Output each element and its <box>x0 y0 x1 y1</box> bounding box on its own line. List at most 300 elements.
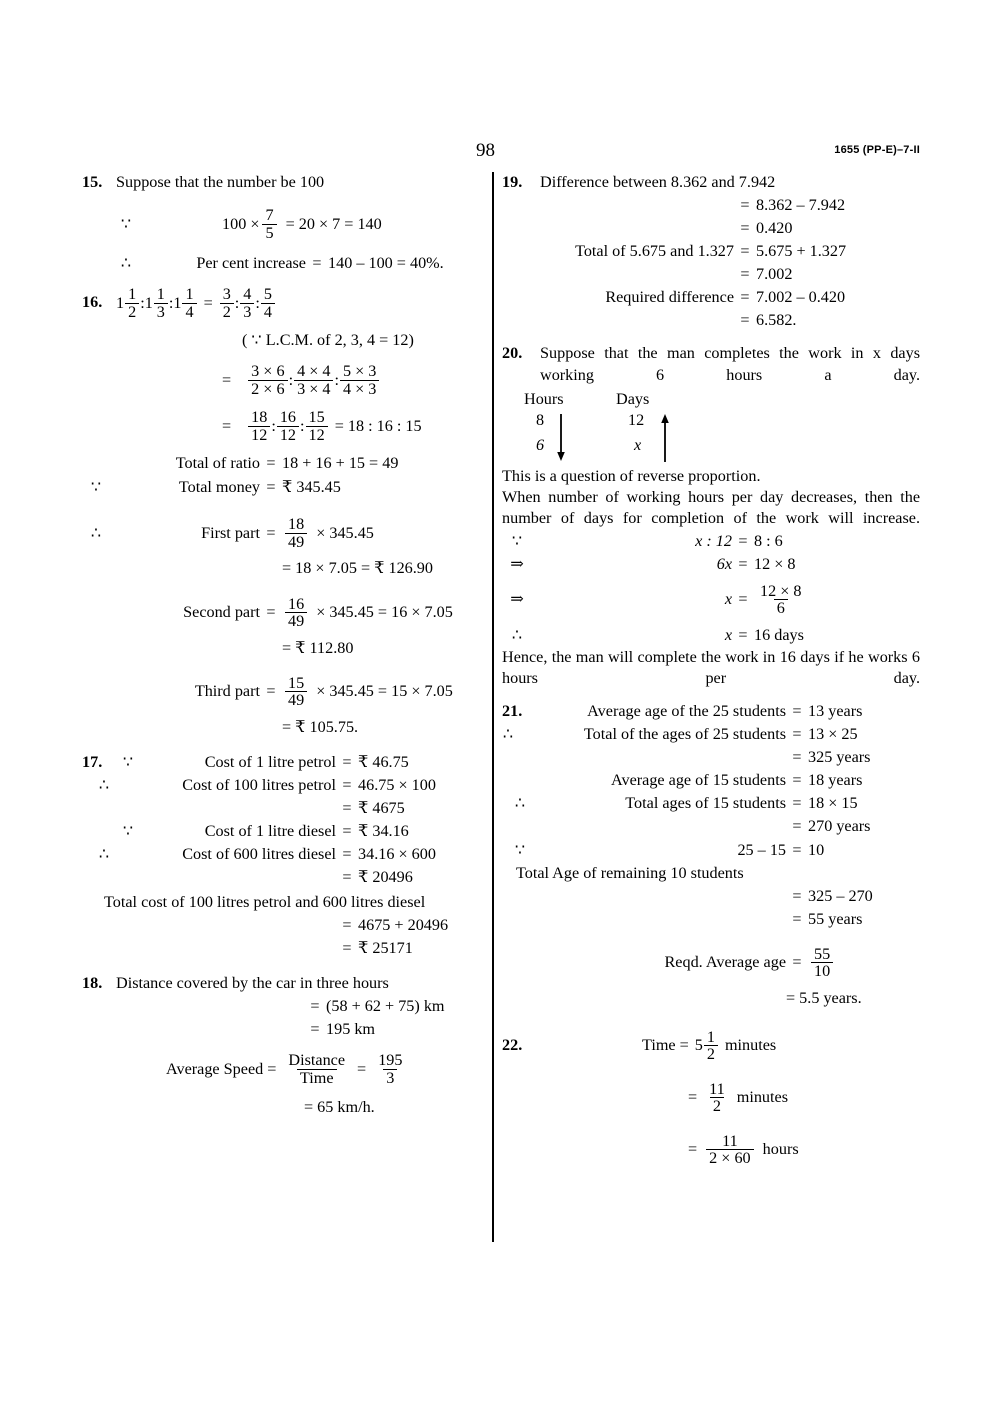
mixed-number-1 <box>116 286 140 320</box>
fraction-12x8-6 <box>757 583 805 617</box>
fraction-numerator: 7 <box>265 206 274 225</box>
q16-first-part-row <box>82 516 482 550</box>
q20-note2: When number of working hours per day decreases, then the number of days for completion of the work will increase. <box>502 487 920 527</box>
fraction-numerator: 18 <box>251 408 268 427</box>
fraction-15-12 <box>306 409 328 443</box>
therefore-icon: ∴ <box>502 725 514 744</box>
q18-value: 195 km <box>326 1020 376 1039</box>
q17-row <box>82 752 482 773</box>
hours-days-header <box>524 389 920 410</box>
q17-value: ₹ 46.75 <box>358 752 409 771</box>
fraction-195-3 <box>375 1052 405 1086</box>
hours-header: Hours <box>524 389 564 408</box>
q20-frac-row <box>502 583 920 617</box>
q20-statement: Suppose that the man completes the work in x days working 6 hours a day. <box>540 344 920 384</box>
q17-row <box>82 775 482 796</box>
fraction-11-2 <box>706 1081 728 1115</box>
fraction-4x4-3x4 <box>294 363 333 397</box>
first-part-label: First part <box>201 523 260 542</box>
ratio-sep-3: : <box>234 293 240 312</box>
fraction-denominator: 3 <box>154 303 168 321</box>
fraction <box>704 1029 718 1063</box>
solution-18 <box>82 973 482 1117</box>
q16-line3 <box>116 409 482 443</box>
q17-total-value: 4675 + 20496 <box>358 916 449 935</box>
solution-17 <box>82 752 482 960</box>
equals-sign: = <box>342 798 352 817</box>
equals-sign: = <box>266 523 276 542</box>
q18-statement: Distance covered by the car in three hours <box>116 974 389 993</box>
q16-third-part-result-row <box>82 717 482 738</box>
q22-line3-unit: hours <box>762 1140 799 1159</box>
because-icon: ∵ <box>511 531 523 550</box>
equals-sign: = <box>342 775 352 794</box>
q18-result-row <box>82 1097 482 1118</box>
q21-row <box>502 701 920 722</box>
q16-second-part-row <box>82 596 482 630</box>
fraction-11-2x60 <box>706 1133 754 1167</box>
solution-15 <box>82 172 482 274</box>
page-number: 98 <box>476 140 495 161</box>
q20-lhs: x : 12 <box>695 531 732 550</box>
q16-lcm-note-row <box>116 330 482 351</box>
time-unit: minutes <box>724 1036 777 1055</box>
fraction-denominator: 2 <box>710 1097 724 1115</box>
q21-value: 13 × 25 <box>808 725 858 744</box>
fraction-denominator: 12 <box>277 426 299 444</box>
hours-days-rows <box>524 410 734 466</box>
equals-sign: = <box>792 909 802 928</box>
fraction-5-4 <box>261 286 275 320</box>
hours-row2-value: 6 <box>536 435 545 454</box>
q21-reqd-result-row <box>502 988 920 1009</box>
fraction-denominator: 49 <box>285 691 307 709</box>
q17-total-line-row <box>82 892 482 913</box>
third-part-result: = ₹ 105.75. <box>282 717 359 736</box>
fraction-numerator: 11 <box>709 1079 725 1098</box>
fraction-numerator: 15 <box>308 408 325 427</box>
fraction-18-49 <box>285 516 307 550</box>
fraction-denominator: 49 <box>285 612 307 630</box>
q21-value: 325 years <box>808 748 871 767</box>
fraction-numerator: 5 <box>263 285 272 304</box>
q21-remaining-row <box>502 886 920 907</box>
equals-sign: = <box>342 916 352 935</box>
q20-value: 12 × 8 <box>754 554 796 573</box>
q16-first-part-result-row <box>82 558 482 579</box>
q20-final-value: 16 days <box>754 625 804 644</box>
equals-sign: = <box>792 886 802 905</box>
solution-20 <box>502 343 920 689</box>
fraction-denominator: 4 <box>261 303 275 321</box>
q22-line1 <box>502 1029 920 1063</box>
fraction-denominator: 2 <box>220 303 234 321</box>
q17-total-row <box>82 915 482 936</box>
item-number-21: 21. <box>502 702 523 721</box>
equals-sign: = <box>266 682 276 701</box>
equals-sign: = <box>738 531 748 550</box>
q21-row <box>502 747 920 768</box>
fraction-denominator: 2 <box>704 1045 718 1063</box>
equals-sign: = <box>342 821 352 840</box>
q18-value: (58 + 62 + 75) km <box>326 997 445 1016</box>
fraction-denominator: 49 <box>285 533 307 551</box>
q17-value: ₹ 34.16 <box>358 821 409 840</box>
q19-value: 7.002 <box>756 265 793 284</box>
fraction-numerator: 1 <box>128 285 137 304</box>
q20-row <box>502 531 920 552</box>
second-part-value: × 345.45 = 16 × 7.05 <box>316 603 453 622</box>
total-money-value: ₹ 345.45 <box>282 478 341 497</box>
q17-total-value: ₹ 25171 <box>358 939 413 958</box>
q16-ratio-line <box>116 286 482 320</box>
q19-label: Total of 5.675 and 1.327 <box>575 242 734 261</box>
equals-sign: = <box>738 554 748 573</box>
equals-sign: = <box>342 752 352 771</box>
therefore-icon: ∴ <box>98 775 110 794</box>
q19-row <box>502 241 920 262</box>
because-icon: ∵ <box>514 840 526 859</box>
q17-value: 34.16 × 600 <box>358 844 436 863</box>
equals-sign: = <box>688 1140 698 1159</box>
q21-label: 25 – 15 <box>737 840 786 859</box>
mixed-whole: 1 <box>144 293 153 312</box>
fraction-3x6-2x6 <box>248 363 287 397</box>
therefore-icon: ∴ <box>98 844 110 863</box>
item-number-15: 15. <box>82 173 103 191</box>
fraction-3-2 <box>220 286 234 320</box>
q21-row <box>502 770 920 791</box>
fraction-denominator: 12 <box>306 426 328 444</box>
q15-line2-label: Per cent increase <box>196 254 306 273</box>
q19-value: 0.420 <box>756 219 793 238</box>
page-header <box>0 140 992 164</box>
q16-second-part-result-row <box>82 638 482 659</box>
q19-row <box>502 287 920 308</box>
solution-19 <box>502 172 920 331</box>
fraction-18-12 <box>248 409 270 443</box>
fraction-denominator: Time <box>297 1069 337 1087</box>
fraction-denominator: 3 <box>240 303 254 321</box>
fraction-denominator: 6 <box>774 599 788 617</box>
q17-row <box>82 867 482 888</box>
q16-line2-equals: = <box>222 370 232 389</box>
item-number-16: 16. <box>82 293 103 312</box>
item-number-19: 19. <box>502 173 523 191</box>
mixed-number-2 <box>145 286 169 320</box>
left-column <box>82 172 482 1118</box>
total-ratio-label: Total of ratio <box>175 454 260 473</box>
fraction-numerator: 4 <box>243 285 252 304</box>
therefore-icon: ∴ <box>90 523 102 542</box>
q20-note1: This is a question of reverse proportion. <box>502 466 761 485</box>
q15-statement-row <box>116 172 482 193</box>
time-label: Time = <box>642 1036 689 1055</box>
ratio-sep: : <box>334 370 339 389</box>
q17-label: Cost of 1 litre petrol <box>204 752 336 771</box>
q21-label: Average age of 15 students <box>610 771 786 790</box>
therefore-icon: ∴ <box>120 254 132 273</box>
q21-value: 18 years <box>808 771 863 790</box>
q16-equals: = <box>203 293 213 312</box>
q15-line2 <box>116 253 482 274</box>
equals-sign: = <box>792 702 802 721</box>
q21-value: 10 <box>808 840 825 859</box>
equals-sign: = <box>792 794 802 813</box>
hours-row1-value: 8 <box>536 410 545 429</box>
q21-remaining-line-row <box>502 863 920 884</box>
mixed-whole: 1 <box>173 293 182 312</box>
first-part-result: = 18 × 7.05 = ₹ 126.90 <box>282 559 433 578</box>
fraction-denominator: 2 <box>125 303 139 321</box>
q22-line2-unit: minutes <box>736 1088 788 1107</box>
ratio-sep: : <box>288 370 294 389</box>
implies-icon: ⇒ <box>510 554 524 573</box>
q21-remaining-row <box>502 909 920 930</box>
q17-row <box>82 844 482 865</box>
q18-statement-row <box>116 973 482 994</box>
q17-total-line: Total cost of 100 litres petrol and 600 litres diesel <box>104 893 426 912</box>
fraction-numerator: 3 × 6 <box>251 362 285 381</box>
equals-sign: = <box>310 997 320 1016</box>
q16-total-money-row <box>82 477 482 498</box>
hours-days-diagram <box>524 389 920 466</box>
q21-value: 270 years <box>808 817 871 836</box>
reqd-average-result: = 5.5 years. <box>786 988 862 1007</box>
equals-sign: = <box>740 242 750 261</box>
q21-remaining-line: Total Age of remaining 10 students <box>516 863 744 882</box>
fraction-55-10 <box>811 946 833 980</box>
because-icon: ∵ <box>120 214 132 233</box>
fraction-denominator: 3 × 4 <box>294 380 333 398</box>
equals-sign: = <box>738 590 748 609</box>
equals-sign: = <box>266 478 276 497</box>
q21-remaining-value: 325 – 270 <box>808 886 873 905</box>
fraction-denominator: 4 <box>182 303 196 321</box>
fraction-numerator: 3 <box>222 285 231 304</box>
fraction-16-49 <box>285 596 307 630</box>
implies-icon: ⇒ <box>510 590 524 609</box>
fraction-numerator: 1 <box>185 285 194 304</box>
ratio-sep-2: : <box>168 293 174 312</box>
q21-value: 18 × 15 <box>808 794 858 813</box>
fraction-denominator: 12 <box>248 426 270 444</box>
q17-label: Cost of 100 litres petrol <box>182 775 336 794</box>
q22-line3 <box>502 1133 920 1167</box>
fraction <box>182 286 196 320</box>
equals-sign: = <box>342 939 352 958</box>
reqd-average-label: Reqd. Average age <box>664 953 786 972</box>
item-number-18: 18. <box>82 974 103 993</box>
item-number-22: 22. <box>502 1035 523 1054</box>
fraction-15-49 <box>285 675 307 709</box>
q18-result: = 65 km/h. <box>304 1097 375 1116</box>
fraction-numerator: 15 <box>288 673 305 692</box>
q17-label: Cost of 600 litres diesel <box>182 844 336 863</box>
equals-sign: = <box>792 817 802 836</box>
q17-value: 46.75 × 100 <box>358 775 436 794</box>
q19-row <box>502 310 920 331</box>
fraction-16-12 <box>277 409 299 443</box>
fraction-denominator: 5 <box>262 224 276 242</box>
paper-code: 1655 (PP-E)–7-II <box>834 144 920 156</box>
q21-reqd-row <box>502 946 920 980</box>
mixed-number-3 <box>173 286 197 320</box>
total-money-label: Total money <box>178 478 260 497</box>
q15-lhs: 100 × <box>222 214 260 233</box>
fraction <box>125 286 139 320</box>
item-number-17: 17. <box>82 752 103 771</box>
q20-frac-lhs: x <box>724 590 732 609</box>
q19-row <box>502 264 920 285</box>
fraction-denominator: 4 × 3 <box>340 380 379 398</box>
q22-line2 <box>502 1081 920 1115</box>
equals-sign: = <box>740 288 750 307</box>
fraction-numerator: 18 <box>288 515 305 534</box>
because-icon: ∵ <box>122 752 134 771</box>
q15-line1 <box>116 207 482 241</box>
item-number-20: 20. <box>502 344 523 363</box>
fraction-4-3 <box>240 286 254 320</box>
equals-sign: = <box>740 219 750 238</box>
q19-value: 8.362 – 7.942 <box>756 196 846 215</box>
equals-sign: = <box>792 771 802 790</box>
q21-remaining-value: 55 years <box>808 909 863 928</box>
fraction-numerator: 16 <box>288 594 305 613</box>
fraction-denominator: 3 <box>383 1069 397 1087</box>
third-part-value: × 345.45 = 15 × 7.05 <box>316 682 453 701</box>
q19-row <box>502 195 920 216</box>
q21-row <box>502 724 920 745</box>
fraction-denominator: 2 × 6 <box>248 380 287 398</box>
equals-sign: = <box>357 1059 367 1078</box>
equals-sign: = <box>266 603 276 622</box>
fraction-numerator: 195 <box>378 1051 403 1070</box>
equals-sign: = <box>688 1088 698 1107</box>
q17-row <box>82 798 482 819</box>
q21-row <box>502 793 920 814</box>
q20-final-lhs: x <box>724 625 732 644</box>
solution-21 <box>502 701 920 1009</box>
q18-row <box>82 1019 482 1040</box>
q20-value: 8 : 6 <box>754 531 783 550</box>
equals-sign: = <box>740 311 750 330</box>
equals-sign: = <box>792 748 802 767</box>
arrow-up-icon <box>660 414 670 462</box>
solution-16 <box>82 286 482 738</box>
q15-rhs: = 20 × 7 = 140 <box>285 214 382 233</box>
days-row1-value: 12 <box>628 410 645 429</box>
because-icon: ∵ <box>90 478 102 497</box>
second-part-label: Second part <box>183 603 260 622</box>
q20-row <box>502 554 920 575</box>
q17-label: Cost of 1 litre diesel <box>204 821 336 840</box>
fraction-numerator: Distance <box>288 1051 346 1070</box>
mixed-whole: 5 <box>694 1036 703 1055</box>
equals-sign: = <box>266 454 276 473</box>
ratio-sep-4: : <box>255 293 260 312</box>
q19-statement: Difference between 8.362 and 7.942 <box>540 173 776 191</box>
avg-speed-label: Average Speed = <box>166 1059 277 1078</box>
ratio-sep-1: : <box>140 293 145 312</box>
q17-total-row <box>82 938 482 959</box>
q19-value: 6.582. <box>756 311 797 330</box>
equals-sign: = <box>310 1020 320 1039</box>
therefore-icon: ∴ <box>514 794 526 813</box>
second-part-result: = ₹ 112.80 <box>282 638 354 657</box>
q15-line2-value: 140 – 100 = 40%. <box>328 254 444 273</box>
fraction-numerator: 16 <box>279 408 297 427</box>
q18-row <box>82 996 482 1017</box>
q21-label: Total ages of 15 students <box>625 794 786 813</box>
q16-lcm-note: ( ∵ L.C.M. of 2, 3, 4 = 12) <box>242 331 414 350</box>
q19-label: Required difference <box>605 288 734 307</box>
q20-conclusion: Hence, the man will complete the work in 16 days if he works 6 hours per day. <box>502 648 920 688</box>
solution-22 <box>502 1029 920 1167</box>
q21-row <box>502 816 920 837</box>
q19-statement-row <box>540 172 920 193</box>
fraction-numerator: 12 × 8 <box>760 581 802 600</box>
fraction-numerator: 4 × 4 <box>297 362 331 381</box>
fraction-5x3-4x3 <box>340 363 379 397</box>
third-part-label: Third part <box>194 682 260 701</box>
right-column <box>502 172 920 1167</box>
fraction-denominator: 10 <box>811 962 833 980</box>
q19-value: 7.002 – 0.420 <box>756 288 846 307</box>
q18-avg-speed-row <box>82 1052 482 1086</box>
equals-sign: = <box>792 840 802 859</box>
days-row2-value: x <box>634 435 642 454</box>
days-header: Days <box>616 389 650 408</box>
mixed-whole: 1 <box>116 293 125 312</box>
q20-lhs: 6x <box>716 554 732 573</box>
fraction-numerator: 55 <box>814 944 831 963</box>
q20-final-row <box>502 625 920 646</box>
fraction-numerator: 1 <box>156 285 165 304</box>
q16-total-ratio-row <box>82 453 482 474</box>
q21-label: Average age of the 25 students <box>587 702 786 721</box>
q16-line2 <box>116 363 482 397</box>
equals-sign: = <box>342 844 352 863</box>
fraction-numerator: 5 × 3 <box>342 362 377 381</box>
q16-line3-result: = 18 : 16 : 15 <box>334 416 422 435</box>
therefore-icon: ∴ <box>511 625 523 644</box>
equals-sign: = <box>342 868 352 887</box>
fraction-denominator: 2 × 60 <box>706 1149 754 1167</box>
q16-line3-equals: = <box>222 416 232 435</box>
ratio-sep: : <box>271 416 276 435</box>
total-ratio-value: 18 + 16 + 15 = 49 <box>282 454 399 473</box>
equals-sign: = <box>740 265 750 284</box>
fraction <box>154 286 168 320</box>
equals-sign: = <box>738 625 748 644</box>
q15-fraction <box>262 207 276 241</box>
mixed-number-5-half <box>695 1029 719 1063</box>
fraction-numerator: 11 <box>722 1131 738 1150</box>
q21-label: Total of the ages of 25 students <box>583 725 786 744</box>
equals-sign: = <box>792 725 802 744</box>
q21-row <box>502 840 920 861</box>
q15-line2-equals: = <box>312 254 322 273</box>
fraction-distance-time <box>285 1052 348 1086</box>
fraction-numerator: 1 <box>706 1027 715 1046</box>
q15-statement: Suppose that the number be 100 <box>116 173 325 191</box>
q19-value: 5.675 + 1.327 <box>756 242 847 261</box>
q19-row <box>502 218 920 239</box>
q21-value: 13 years <box>808 702 863 721</box>
because-icon: ∵ <box>122 821 134 840</box>
first-part-value: × 345.45 <box>316 523 374 542</box>
